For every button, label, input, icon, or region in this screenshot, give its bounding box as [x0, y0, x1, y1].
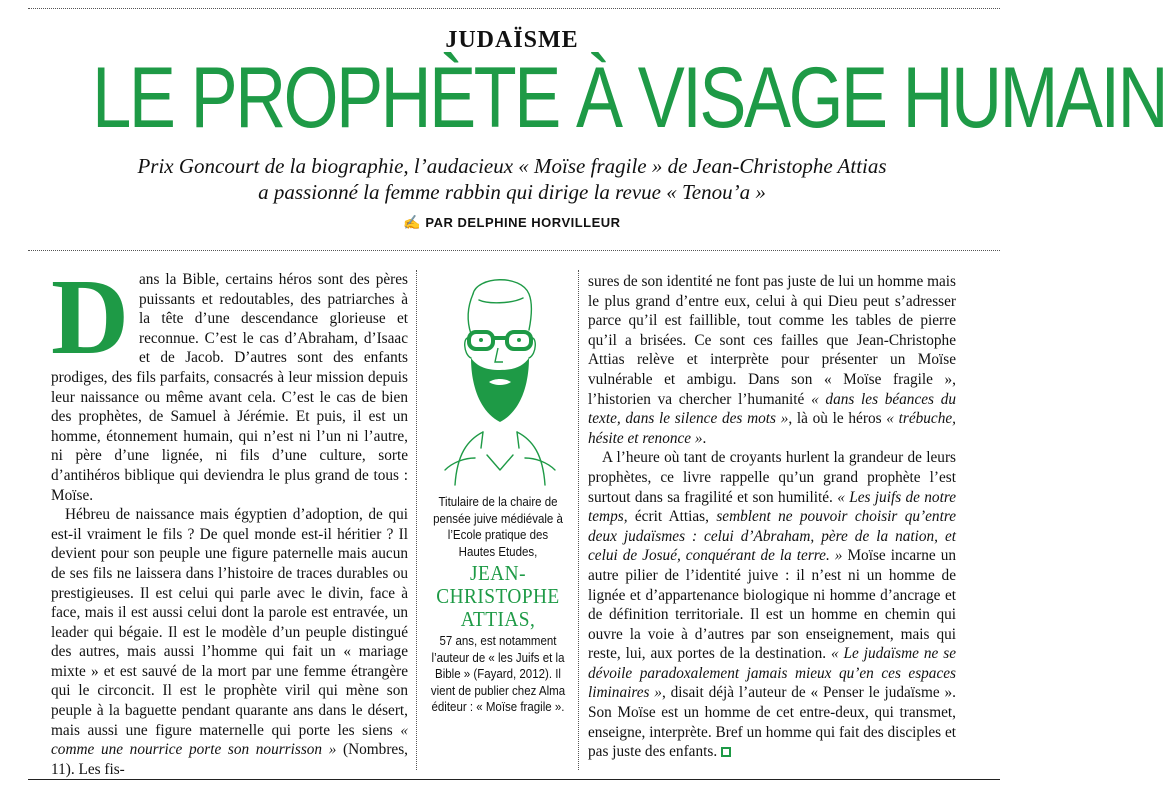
top-rule: [28, 8, 1000, 9]
standfirst: [0, 153, 1024, 205]
standfirst-line-1: Prix Goncourt de la biographie, l’audacieux « Moïse fragile » de Jean-Christophe Attias: [137, 154, 887, 178]
author-caption: [431, 494, 565, 716]
drop-cap: D: [51, 258, 129, 377]
header-divider: [28, 250, 1000, 251]
bearded-man-glasses-portrait: [425, 270, 571, 485]
section-rubric: JUDAÏSME: [445, 27, 579, 53]
author-name: JEAN-CHRISTOPHE ATTIAS,: [436, 561, 560, 631]
paragraph-4: A l’heure où tant de croyants hurlent la grandeur de leurs prophètes, ce livre rappelle qu’un grand prophète l’est surtout dans sa fragilité et son humilité. « Les juifs de notre temps, écrit Attias, semblent ne pouvoir choisir qu’entre deux judaïsmes : celui d’Abraham, père de la nation, et celui de Josué, conquérant de la terre. » Moïse incarne un autre pilier de l’identité juive : il n’est ni un homme de lignée et d’appartenance biologique ni homme d’ancrage et de définition territoriale. Il est un homme en chemin qui ouvre la voie à d’autres par son enseignement, mais qui reste, lui, aux portes de la destination. « Le judaïsme ne se dévoile paradoxalement jamais mieux qu’en ces espaces liminaires », disait déjà l’auteur de « Penser le judaïsme ». Son Moïse est un homme de cet entre-deux, qui transmet, enseigne, interprète. Bref un homme qui fait des disciples et pas juste des enfants.: [588, 449, 956, 761]
column-divider-left: [416, 270, 417, 770]
caption-intro: Titulaire de la chaire de pensée juive médiévale à l’Ecole pratique des Hautes Etudes,: [433, 495, 563, 559]
standfirst-line-2: a passionné la femme rabbin qui dirige la revue « Tenou’a »: [258, 180, 766, 204]
end-square-icon: [721, 747, 731, 757]
caption-details: 57 ans, est notamment l’auteur de « les Juifs et la Bible » (Fayard, 2012). Il vient de publier chez Alma éditeur : « Moïse fragile ».: [430, 634, 566, 714]
paragraph-2: Hébreu de naissance mais égyptien d’adoption, de qui est-il vraiment le fils ? De quel monde est-il héritier ? Il devient pour son peuple une figure paternelle mais aucun de ses fils ne laissera dans l’histoire de traces durables ou prestigieuses. Il est celui qui parle avec le divin, face à face, mais il est aussi celui dont la parole est entravée, un leader qui bégaie. Il est le modèle d’un peuple distingué des autres, mais aussi l’homme qui fait un « mariage mixte » et est sauvé de la mort par une femme étrangère qui le circoncit. Il est le prophète viril qui mène son peuple à la baguette pendant quarante ans dans le désert, mais aussi une figure maternelle qui porte les siens « comme une nourrice porte son nourrisson » (Nombres, 11). Les fis-: [51, 506, 408, 778]
headline: LE PROPHÈTE À VISAGE HUMAIN: [92, 50, 1166, 146]
bottom-rule: [28, 779, 1000, 780]
author-sidebar: [425, 270, 571, 770]
paragraph-3: sures de son identité ne font pas juste de lui un homme mais le plus grand d’entre eux, celui à qui Dieu peut s’adresser parce qu’il est faillible, tout comme les tables de pierre qu’il a brisées. Ce sont ces failles que Jean-Christophe Attias relève et interprète pour présenter un Moïse vulnérable et ambigu. Dans son « Moïse fragile », l’historien va chercher l’humanité « dans les béances du texte, dans le silence des mots », là où le héros « trébuche, hésite et renonce ».: [588, 273, 956, 447]
paragraph-1: Dans la Bible, certains héros sont des pères puissants et redoutables, des patriarches à la tête d’une descendance glorieuse et reconnue. C’est le cas d’Abraham, d’Isaac et de Jacob. D’autres sont des enfants prodiges, des fils parfaits, consacrés à leur mission depuis leur naissance ou même avant cela. C’est le cas de bien des prophètes, de Samuel à Jérémie. Et puis, il est un homme, étonnement humain, qui n’est ni l’un ni l’autre, ni père d’une lignée, ni fils d’une culture, sorte d’antihéros biblique qui deviendra le plus grand de tous : Moïse.: [51, 258, 408, 504]
column-divider-right: [578, 270, 579, 770]
byline-text: PAR DELPHINE HORVILLEUR: [425, 215, 621, 230]
byline: [0, 214, 1024, 231]
column-1: [51, 258, 408, 779]
column-3: [588, 272, 956, 762]
pen-icon: ✍: [403, 214, 422, 230]
